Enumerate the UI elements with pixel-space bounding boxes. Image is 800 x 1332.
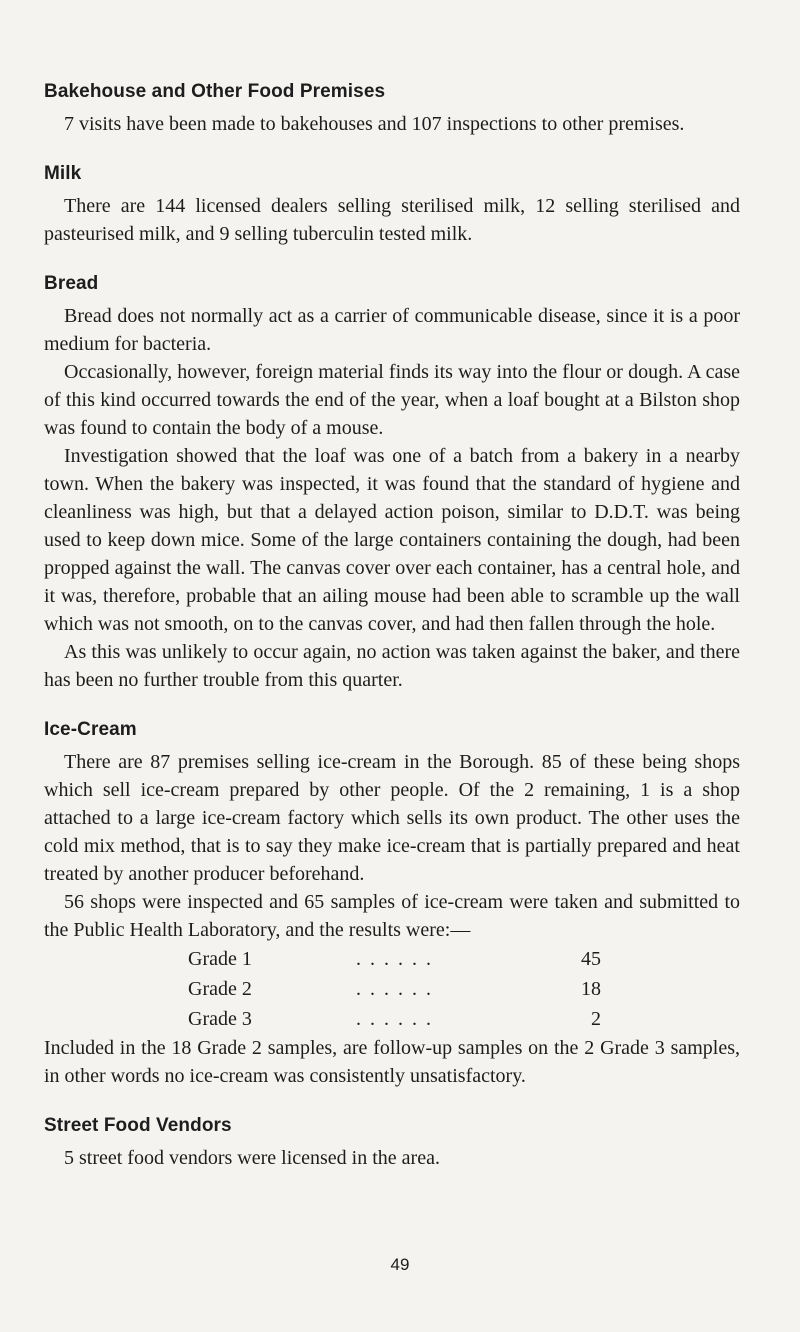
section-ice-cream	[44, 718, 740, 1090]
grade-label: Grade 3	[188, 1008, 252, 1030]
paragraph: There are 87 premises selling ice-cream in the Borough. 85 of these being shops which sell ice-cream prepared by other people. Of the 2 remaining, 1 is a shop attached to a large ice-cream factory which sells its own product. The other uses the cold mix method, that is to say they make ice-cream that is partially prepared and heat treated by another producer beforehand.	[44, 751, 740, 885]
leader-dots: . . . . . .	[356, 1008, 433, 1030]
paragraph: Included in the 18 Grade 2 samples, are follow-up samples on the 2 Grade 3 samples, in other words no ice-cream was consistently unsatisfactory.	[44, 1037, 740, 1087]
grade-results-list	[44, 944, 740, 1034]
paragraph: Occasionally, however, foreign material finds its way into the flour or dough. A case of this kind occurred towards the end of the year, when a loaf bought at a Bilston shop was found to contain the body of a mouse.	[44, 361, 740, 439]
section-street-food-vendors	[44, 1114, 740, 1172]
document-page	[44, 80, 740, 1196]
paragraph: 7 visits have been made to bakehouses and 107 inspections to other premises.	[64, 113, 685, 135]
heading-street-food-vendors: Street Food Vendors	[44, 1115, 232, 1136]
grade-count: 18	[581, 978, 601, 1000]
heading-ice-cream: Ice-Cream	[44, 719, 137, 740]
leader-dots: . . . . . .	[356, 978, 433, 1000]
grade-row	[44, 974, 740, 1004]
grade-count: 2	[591, 1008, 601, 1030]
grade-row	[44, 1004, 740, 1034]
section-bread	[44, 272, 740, 694]
section-bakehouse	[44, 80, 740, 138]
paragraph: As this was unlikely to occur again, no action was taken against the baker, and there has been no further trouble from this quarter.	[44, 641, 740, 691]
grade-label: Grade 1	[188, 948, 252, 970]
grade-row	[44, 944, 740, 974]
paragraph: There are 144 licensed dealers selling sterilised milk, 12 selling sterilised and pasteurised milk, and 9 selling tuberculin tested milk.	[44, 195, 740, 245]
section-milk	[44, 162, 740, 248]
heading-bakehouse: Bakehouse and Other Food Premises	[44, 81, 386, 102]
paragraph: 5 street food vendors were licensed in the area.	[64, 1147, 440, 1169]
grade-count: 45	[581, 948, 601, 970]
paragraph: 56 shops were inspected and 65 samples of ice-cream were taken and submitted to the Public Health Laboratory, and the results were:—	[44, 891, 740, 941]
heading-bread: Bread	[44, 273, 99, 294]
paragraph: Bread does not normally act as a carrier of communicable disease, since it is a poor medium for bacteria.	[44, 305, 740, 355]
heading-milk: Milk	[44, 163, 82, 184]
grade-label: Grade 2	[188, 978, 252, 1000]
page-number: 49	[390, 1255, 410, 1274]
paragraph: Investigation showed that the loaf was one of a batch from a bakery in a nearby town. When the bakery was inspected, it was found that the standard of hygiene and cleanliness was high, but that a delayed action poison, similar to D.D.T. was being used to keep down mice. Some of the large containers containing the dough, had been propped against the wall. The canvas cover over each container, has a central hole, and it was, therefore, probable that an ailing mouse had been able to scramble up the wall which was not smooth, on to the canvas cover, and had then fallen through the hole.	[44, 445, 740, 635]
leader-dots: . . . . . .	[356, 948, 433, 970]
